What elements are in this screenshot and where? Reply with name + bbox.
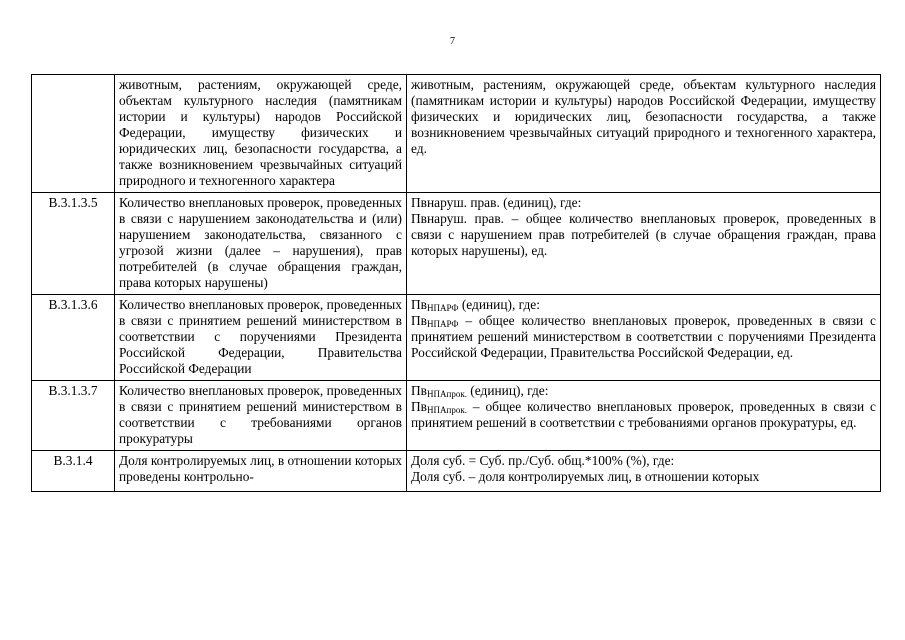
formula-explanation — [411, 313, 876, 361]
formula-cell — [407, 451, 881, 492]
page-number: 7 — [450, 36, 455, 47]
indicator-cell: Количество внеплановых проверок, проведенных в связи с принятием решений министерством в соответствии с требованиями органов прокуратуры — [115, 381, 407, 451]
row-code: В.3.1.4 — [32, 451, 115, 492]
formula-definition — [411, 383, 876, 399]
formula-cell — [407, 381, 881, 451]
formula-cell: животным, растениям, окружающей среде, объектам культурного наследия (памятникам истории и культуры) народов Российской Федерации, имуществу физических и юридических лиц, безопасности государства, а также возникновением чрезвычайных ситуаций природного и техногенного характера, ед. — [407, 75, 881, 193]
formula-definition-text: (единиц), где: — [458, 297, 540, 312]
formula-symbol-subscript: НПАпрок. — [427, 389, 467, 399]
table-row — [32, 451, 881, 492]
formula-symbol: Пв — [411, 383, 427, 398]
formula-explanation: Пвнаруш. прав. – общее количество внеплановых проверок, проведенных в связи с нарушением прав потребителей (в случае обращения граждан, права которых нарушены), ед. — [411, 211, 876, 258]
formula-symbol-subscript: НПАРФ — [427, 303, 459, 313]
formula-symbol-subscript: НПАпрок. — [427, 405, 467, 415]
formula-block — [411, 453, 876, 488]
formula-explanation: Доля суб. – доля контролируемых лиц, в отношении которых — [411, 469, 760, 484]
indicator-text: Доля контролируемых лиц, в отношении которых проведены контрольно- — [119, 453, 402, 484]
formula-definition — [411, 297, 876, 313]
formula-cell — [407, 295, 881, 381]
formula-symbol: Пв — [411, 399, 427, 414]
row-code: В.3.1.3.5 — [32, 193, 115, 295]
formula-symbol: Пв — [411, 313, 427, 328]
table-row — [32, 295, 881, 381]
indicator-cell: животным, растениям, окружающей среде, объектам культурного наследия (памятникам истории и культуры) народов Российской Федерации, имуществу физических и юридических лиц, безопасности государства, а также возникновением чрезвычайных ситуаций природного и техногенного характера — [115, 75, 407, 193]
formula-definition-text: (единиц), где: — [466, 383, 549, 398]
formula-symbol: Пв — [411, 297, 427, 312]
formula-symbol-subscript: НПАРФ — [427, 319, 459, 329]
row-code — [32, 75, 115, 193]
indicator-cell: Количество внеплановых проверок, проведенных в связи с принятием решений министерством в соответствии с поручениями Президента Российской Федерации, Правительства Российской Федерации — [115, 295, 407, 381]
formula-explanation-text: – общее количество внеплановых проверок, проведенных в связи с принятием решений министерством в соответствии с поручениями Президента Российской Федерации, Правительства Российской Федерации, ед. — [411, 313, 876, 360]
table-row — [32, 381, 881, 451]
formula-definition: Пвнаруш. прав. (единиц), где: — [411, 195, 582, 210]
formula-cell — [407, 193, 881, 295]
row-code: В.3.1.3.6 — [32, 295, 115, 381]
indicators-table — [31, 74, 881, 492]
formula-explanation — [411, 399, 876, 431]
indicator-cell — [115, 451, 407, 492]
indicator-cell: Количество внеплановых проверок, проведенных в связи с нарушением законодательства и (или) нарушением законодательства, связанного с угрозой жизни (далее – нарушения), прав потребителей (в случае обращения граждан, права которых нарушены) — [115, 193, 407, 295]
formula-definition: Доля суб. = Суб. пр./Суб. общ.*100% (%), где: — [411, 453, 675, 468]
table-row — [32, 193, 881, 295]
formula-explanation-text: – общее количество внеплановых проверок, проведенных в связи с принятием решений в соответствии с требованиями органов прокуратуры, ед. — [411, 399, 876, 430]
row-code: В.3.1.3.7 — [32, 381, 115, 451]
table-row — [32, 75, 881, 193]
